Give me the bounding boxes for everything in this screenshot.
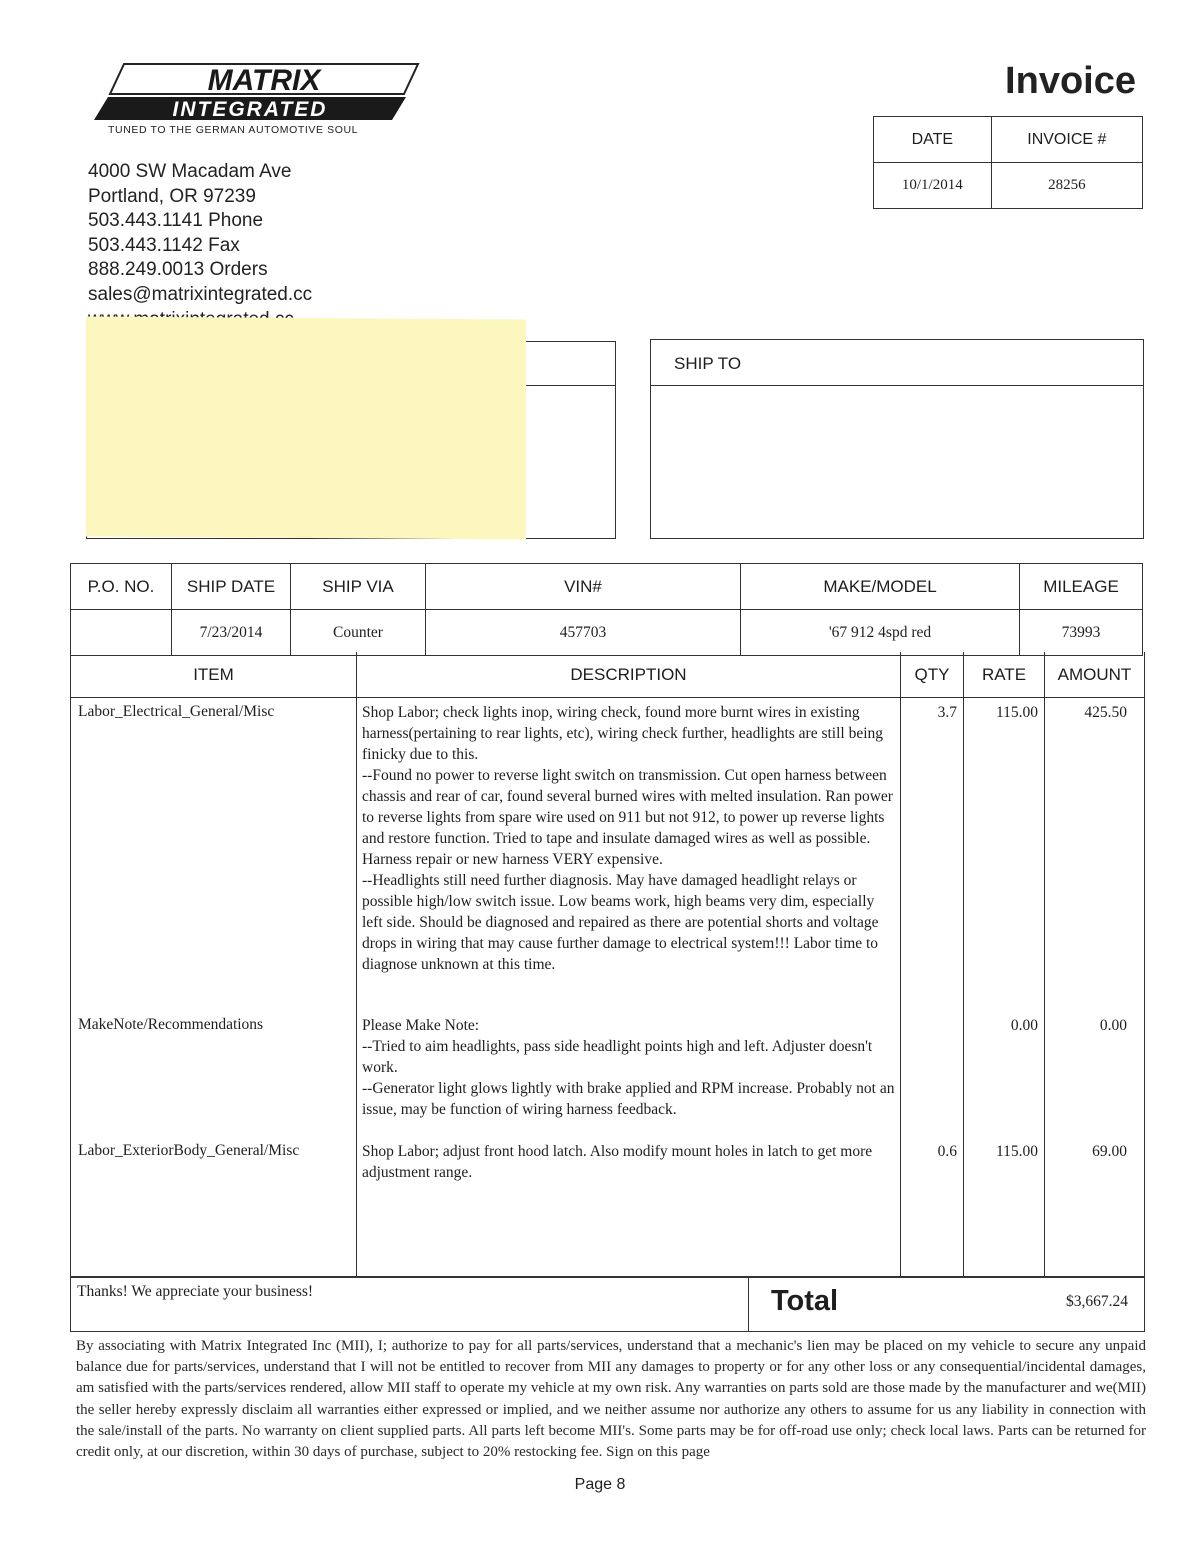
- mileage-header: MILEAGE: [1020, 564, 1143, 610]
- address-line: 503.443.1141 Phone: [88, 210, 264, 232]
- ship-date-header: SHIP DATE: [172, 564, 291, 610]
- company-tagline: TUNED TO THE GERMAN AUTOMOTIVE SOUL: [108, 124, 359, 136]
- total-label: Total: [771, 1285, 839, 1317]
- line-item-amount: 69.00: [1092, 1143, 1127, 1160]
- line-item-name: Labor_ExteriorBody_General/Misc: [78, 1142, 300, 1159]
- address-line: Portland, OR 97239: [88, 185, 256, 207]
- terms-and-conditions: By associating with Matrix Integrated Inc (MII), I; authorize to pay for all parts/services, understand that a mechanic's lien may be placed on my vehicle to secure any unpaid balance due for parts/services, understand that I will not be entitled to recover from MII any damages to property or for any other loss or any consequential/incidental damages, am satisfied with the parts/services rendered, allow MII staff to operate my vehicle at my own risk. Any warranties on parts sold are those made by the manufacturer and we(MII) the seller hereby expressly disclaim all warranties either expressed or implied, and we neither assume nor authorize any others to assume for us any liability in connection with the sale/install of the parts. No warranty on client supplied parts. All parts left become MII's. Some parts may be for off-road use only; check local laws. Parts can be returned for credit only, at our discretion, within 30 days of purchase, subject to 20% restocking fee. Sign on this page: [76, 1338, 1146, 1461]
- line-item-amount: 0.00: [1099, 1017, 1127, 1034]
- total-amount: $3,667.24: [1066, 1293, 1128, 1310]
- order-info-table: [70, 563, 1143, 656]
- vin-header: VIN#: [426, 564, 741, 610]
- line-item-rate: 115.00: [995, 1143, 1038, 1160]
- ship-to-label: SHIP TO: [674, 354, 742, 373]
- ship-via-header: SHIP VIA: [291, 564, 426, 610]
- line-item-rate: 0.00: [1010, 1017, 1038, 1034]
- line-item-description: Shop Labor; adjust front hood latch. Also modify mount holes in latch to get more adjustment range.: [362, 1143, 873, 1181]
- redaction-highlight: [86, 316, 526, 539]
- line-item-name: Labor_Electrical_General/Misc: [78, 703, 275, 720]
- ship-to-box: [650, 339, 1144, 539]
- logo-text-bottom: INTEGRATED: [172, 98, 328, 121]
- thanks-message: Thanks! We appreciate your business!: [77, 1283, 314, 1300]
- invoice-number: 28256: [991, 163, 1142, 209]
- line-item-qty: 3.7: [937, 704, 957, 721]
- line-item-description: Shop Labor; check lights inop, wiring check, found more burnt wires in existing harness(pertaining to rear lights, etc), wiring check further, headlights are still being finicky due to this. --Found no power to reverse light switch on transmission. Cut open harness between chassis and rear of car, found several burned wires with melted insulation. Ran power to reverse lights from spare wire used on 911 but not 912, to power up reverse lights and restore function. Tried to tape and insulate damaged wires as well as possible. Harness repair or new harness VERY expensive. --Headlights still need further diagnosis. May have damaged headlight relays or possible high/low switch issue. Low beams work, high beams very dim, especially left side. Should be diagnosed and repaired as there are potential shorts and voltage drops in wiring that may cause further damage to electrical system!!! Labor time to diagnose unknown at this time.: [362, 704, 893, 973]
- logo-text-top: MATRIX: [207, 64, 321, 97]
- address-line: 503.443.1142 Fax: [88, 234, 240, 256]
- item-column-header: ITEM: [193, 665, 234, 684]
- po-number-header: P.O. NO.: [71, 564, 172, 610]
- line-item-rate: 115.00: [995, 704, 1038, 721]
- ship-via: Counter: [291, 610, 426, 656]
- make-model-header: MAKE/MODEL: [741, 564, 1020, 610]
- invoice-number-header: INVOICE #: [991, 117, 1142, 163]
- rate-column-header: RATE: [981, 665, 1027, 684]
- address-line: sales@matrixintegrated.cc: [88, 283, 313, 305]
- address-line: 888.249.0013 Orders: [88, 259, 268, 281]
- line-item-amount: 425.50: [1084, 704, 1127, 721]
- address-line: 4000 SW Macadam Ave: [88, 161, 292, 182]
- amount-column-header: AMOUNT: [1057, 665, 1132, 684]
- make-model: '67 912 4spd red: [741, 610, 1020, 656]
- page-number: Page 8: [574, 1476, 626, 1493]
- date-header: DATE: [874, 117, 992, 163]
- mileage: 73993: [1020, 610, 1143, 656]
- qty-column-header: QTY: [914, 665, 950, 684]
- vin: 457703: [426, 610, 741, 656]
- line-items-table: [70, 652, 1145, 1278]
- invoice-meta-table: [873, 116, 1143, 209]
- invoice-footer-row: [70, 1276, 1145, 1332]
- invoice-date: 10/1/2014: [874, 163, 992, 209]
- line-item-name: MakeNote/Recommendations: [78, 1016, 264, 1033]
- invoice-title: Invoice: [1005, 60, 1136, 102]
- ship-date: 7/23/2014: [172, 610, 291, 656]
- line-item-description: Please Make Note: --Tried to aim headlights, pass side headlight points high and left. Adjuster doesn't work. --Generator light glows lightly with brake applied and RPM increase. Probably not an issue, may be function of wiring harness feedback.: [362, 1017, 895, 1118]
- po-number: [71, 610, 172, 656]
- description-column-header: DESCRIPTION: [570, 665, 687, 684]
- company-address: [88, 160, 312, 318]
- line-item-qty: 0.6: [937, 1143, 957, 1160]
